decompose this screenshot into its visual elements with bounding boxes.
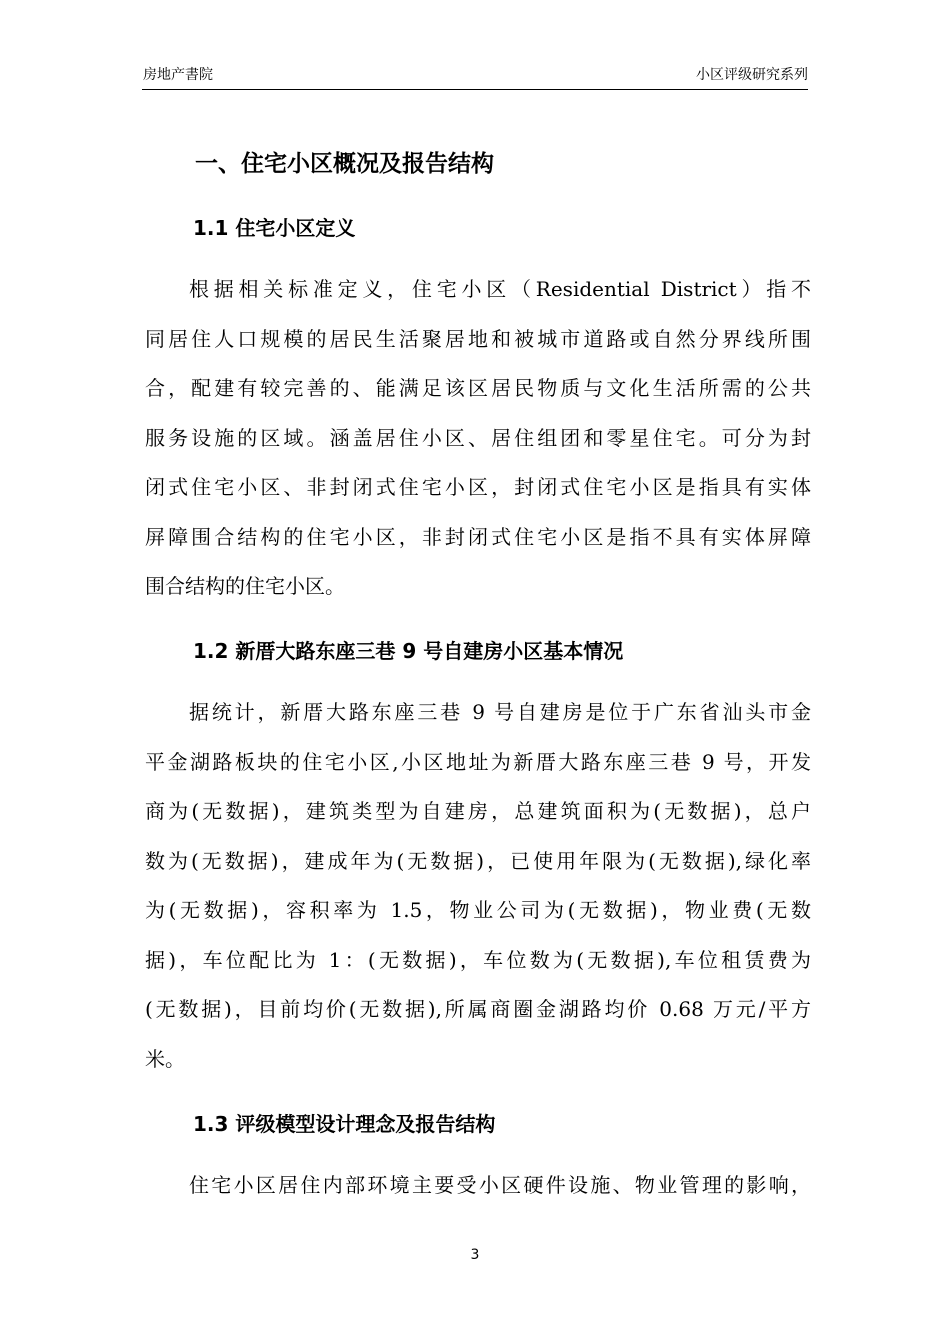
paragraph-line: 数为(无数据)，建成年为(无数据)，已使用年限为(无数据),绿化率 <box>145 848 811 873</box>
paragraph-line: 合，配建有较完善的、能满足该区居民物质与文化生活所需的公共 <box>145 376 811 400</box>
paragraph-line: 闭式住宅小区、非封闭式住宅小区，封闭式住宅小区是指具有实体 <box>145 475 811 499</box>
paragraph-line: 米。 <box>145 1046 185 1071</box>
paragraph-line: 围合结构的住宅小区。 <box>145 574 345 598</box>
paragraph-line: 服务设施的区域。涵盖居住小区、居住组团和零星住宅。可分为封 <box>145 425 811 450</box>
paragraph-1-1 <box>145 274 811 621</box>
heading-1-1: 1.1 住宅小区定义 <box>193 216 356 240</box>
paragraph-line: 住宅小区居住内部环境主要受小区硬件设施、物业管理的影响， <box>189 1173 811 1197</box>
page-number: 3 <box>470 1247 480 1263</box>
paragraph-line: (无数据)，目前均价(无数据),所属商圈金湖路均价 0.68 万元/平方 <box>145 997 811 1021</box>
paragraph-line: 屏障围合结构的住宅小区，非封闭式住宅小区是指不具有实体屏障 <box>145 524 811 549</box>
paragraph-line: 平金湖路板块的住宅小区,小区地址为新厝大路东座三巷 9 号，开发 <box>145 749 811 774</box>
paragraph-1-3 <box>145 1170 811 1220</box>
heading-1-2: 1.2 新厝大路东座三巷 9 号自建房小区基本情况 <box>193 639 624 663</box>
paragraph-line: 商为(无数据)，建筑类型为自建房，总建筑面积为(无数据)，总户 <box>145 799 811 823</box>
paragraph-1-2 <box>145 697 811 1093</box>
paragraph-line: 据)，车位配比为 1：(无数据)，车位数为(无数据),车位租赁费为 <box>145 947 811 972</box>
paragraph-line: 为(无数据)，容积率为 1.5，物业公司为(无数据)，物业费(无数 <box>145 898 811 922</box>
heading-1-3: 1.3 评级模型设计理念及报告结构 <box>193 1112 496 1136</box>
header-divider <box>142 89 808 90</box>
paragraph-line: 同居住人口规模的居民生活聚居地和被城市道路或自然分界线所围 <box>145 326 811 351</box>
paragraph-line: 根据相关标准定义，住宅小区（Residential District）指不 <box>189 277 811 301</box>
header-right-text: 小区评级研究系列 <box>696 67 808 83</box>
section-title: 一、住宅小区概况及报告结构 <box>195 151 494 177</box>
paragraph-line: 据统计，新厝大路东座三巷 9 号自建房是位于广东省汕头市金 <box>189 700 811 724</box>
header-left-text: 房地产書院 <box>143 67 213 83</box>
